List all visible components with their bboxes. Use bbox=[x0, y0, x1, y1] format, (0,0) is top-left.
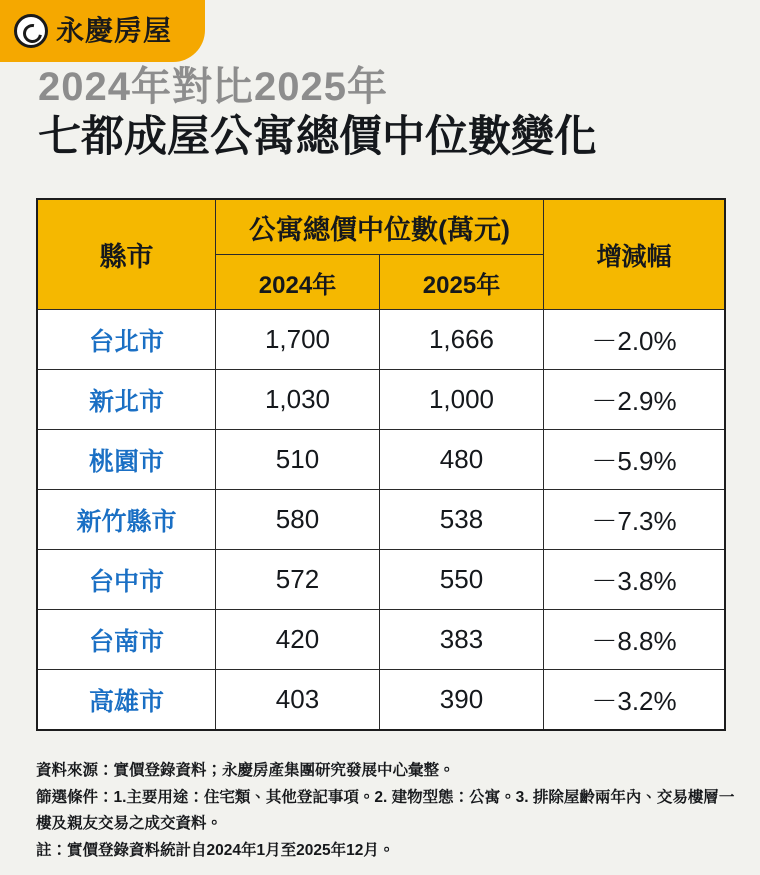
note-criteria: 篩選條件：1.主要用途：住宅類、其他登記事項。2. 建物型態：公寓。3. 排除屋齡兩年內、交易樓層一樓及親友交易之成交資料。 bbox=[36, 788, 735, 833]
table-row bbox=[37, 370, 725, 430]
table-row bbox=[37, 310, 725, 370]
column-header-2024: 2024年 bbox=[216, 255, 380, 310]
cell-2025: 1,666 bbox=[380, 310, 544, 370]
cell-2025: 550 bbox=[380, 550, 544, 610]
cell-2025: 1,000 bbox=[380, 370, 544, 430]
cell-2025: 383 bbox=[380, 610, 544, 670]
table-body bbox=[37, 310, 725, 731]
column-header-change: 增減幅 bbox=[544, 199, 726, 310]
cell-2024: 403 bbox=[216, 670, 380, 731]
cell-region: 新北市 bbox=[37, 370, 216, 430]
cell-change: －5.9% bbox=[544, 430, 726, 490]
table-header-row-1 bbox=[37, 199, 725, 255]
table-header bbox=[37, 199, 725, 310]
table-row bbox=[37, 610, 725, 670]
page-subtitle: 2024年對比2025年 bbox=[38, 65, 388, 109]
note-source: 資料來源：實價登錄資料；永慶房產集團研究發展中心彙整。 bbox=[36, 762, 455, 779]
brand-name: 永慶房屋 bbox=[56, 15, 173, 46]
cell-region: 高雄市 bbox=[37, 670, 216, 731]
cell-2025: 390 bbox=[380, 670, 544, 731]
median-price-table bbox=[36, 198, 726, 731]
table-row bbox=[37, 550, 725, 610]
cell-2024: 1,030 bbox=[216, 370, 380, 430]
table-row bbox=[37, 490, 725, 550]
cell-region: 台北市 bbox=[37, 310, 216, 370]
cell-2024: 572 bbox=[216, 550, 380, 610]
footnotes bbox=[36, 758, 736, 865]
note-remark: 註：實價登錄資料統計自2024年1月至2025年12月。 bbox=[36, 841, 395, 859]
cell-change: －2.9% bbox=[544, 370, 726, 430]
title-block bbox=[38, 64, 728, 163]
cell-change: －3.8% bbox=[544, 550, 726, 610]
cell-2024: 580 bbox=[216, 490, 380, 550]
cell-change: －8.8% bbox=[544, 610, 726, 670]
cell-2024: 1,700 bbox=[216, 310, 380, 370]
cell-2025: 538 bbox=[380, 490, 544, 550]
cell-change: －7.3% bbox=[544, 490, 726, 550]
column-header-region: 縣市 bbox=[37, 199, 216, 310]
brand-logo-bar bbox=[0, 0, 205, 62]
cell-region: 台中市 bbox=[37, 550, 216, 610]
circle-swirl-icon bbox=[14, 14, 48, 48]
data-table-container bbox=[36, 198, 726, 731]
page-title: 七都成屋公寓總價中位數變化 bbox=[38, 113, 597, 161]
table-row bbox=[37, 430, 725, 490]
cell-region: 台南市 bbox=[37, 610, 216, 670]
cell-change: －2.0% bbox=[544, 310, 726, 370]
cell-2025: 480 bbox=[380, 430, 544, 490]
cell-2024: 420 bbox=[216, 610, 380, 670]
cell-change: －3.2% bbox=[544, 670, 726, 731]
column-group-header-median-price: 公寓總價中位數(萬元) bbox=[216, 199, 544, 255]
cell-region: 新竹縣市 bbox=[37, 490, 216, 550]
cell-2024: 510 bbox=[216, 430, 380, 490]
table-row bbox=[37, 670, 725, 731]
cell-region: 桃園市 bbox=[37, 430, 216, 490]
column-header-2025: 2025年 bbox=[380, 255, 544, 310]
